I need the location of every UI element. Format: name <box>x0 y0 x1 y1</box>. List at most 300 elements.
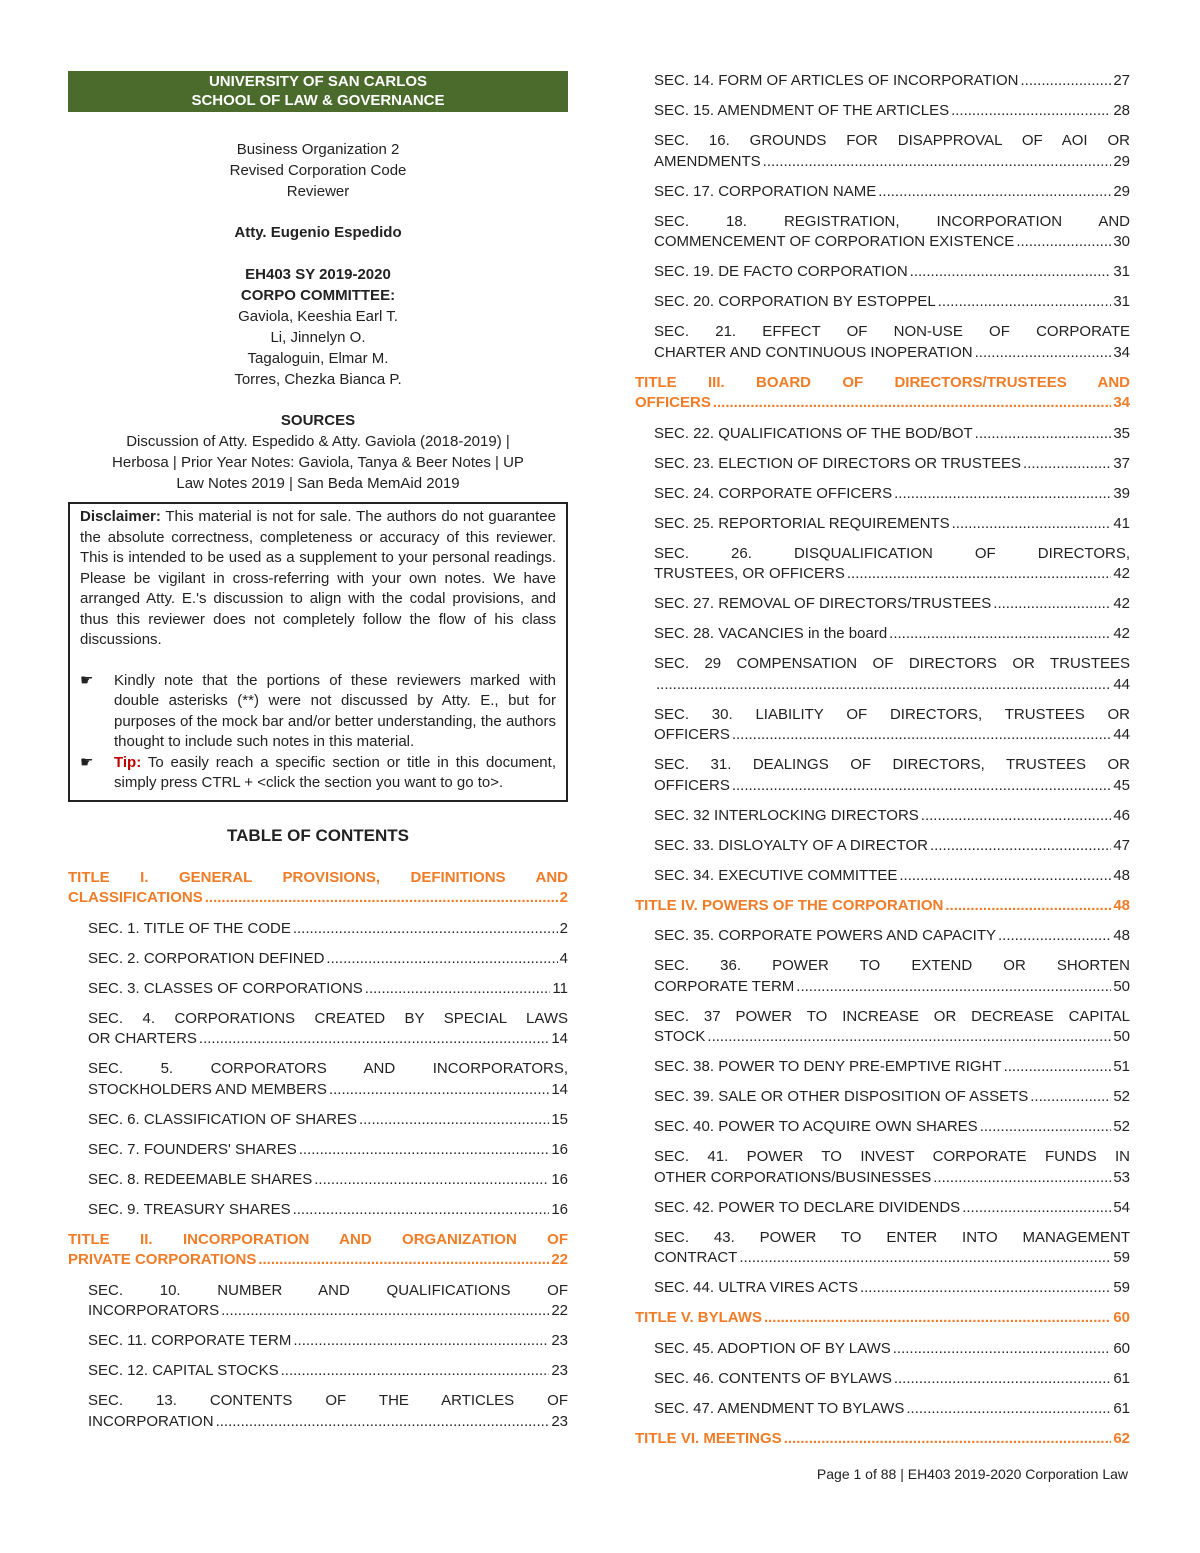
toc-leader-dots <box>945 896 1111 917</box>
committee-member: Torres, Chezka Bianca P. <box>234 371 402 388</box>
toc-title-link[interactable] <box>68 1230 568 1271</box>
toc-entry-row <box>654 1087 1130 1108</box>
toc-entry-label: TITLE V. BYLAWS <box>635 1309 762 1326</box>
toc-section-link[interactable] <box>68 1391 568 1432</box>
toc-leader-dots <box>921 806 1112 827</box>
committee-member: Gaviola, Keeshia Earl T. <box>238 308 398 325</box>
toc-entry-label: INCORPORATION <box>88 1412 214 1430</box>
toc-entry-label: SEC. 3. CLASSES OF CORPORATIONS <box>88 979 363 997</box>
toc-entry-row <box>635 896 1130 917</box>
toc-right-list <box>635 71 1130 1449</box>
sources-text <box>68 431 568 494</box>
toc-entry-label: SEC. 24. CORPORATE OFFICERS <box>654 484 893 502</box>
toc-leader-dots <box>732 776 1111 797</box>
toc-page-number: 31 <box>1113 293 1130 310</box>
toc-leader-dots <box>359 1110 549 1131</box>
toc-entry-label: STOCK <box>654 1028 706 1045</box>
toc-section-link[interactable] <box>68 979 568 1000</box>
toc-leader-dots <box>1023 454 1111 475</box>
toc-leader-dots <box>910 262 1112 283</box>
toc-leader-dots <box>314 1170 549 1191</box>
toc-page-number: 44 <box>1113 675 1130 693</box>
toc-page-number: 27 <box>1113 72 1130 89</box>
toc-title: TABLE OF CONTENTS <box>227 825 409 845</box>
toc-entry-row <box>654 71 1130 92</box>
toc-page-number: 48 <box>1113 927 1130 944</box>
toc-entry-label: SEC. 1. TITLE OF THE CODE <box>88 919 291 937</box>
toc-section-link[interactable] <box>635 424 1130 445</box>
toc-leader-dots <box>878 182 1111 203</box>
toc-page-number: 22 <box>551 1251 568 1268</box>
toc-entry-line: SEC. 16. GROUNDS FOR DISAPPROVAL OF AOI OR <box>654 132 1130 149</box>
tip-text: To easily reach a specific section or title in this document, simply press CTRL + <click the section you want to go to>. <box>114 753 556 791</box>
toc-entry-row <box>654 1248 1130 1269</box>
toc-leader-dots <box>899 866 1111 887</box>
toc-entry-label: TITLE IV. POWERS OF THE CORPORATION <box>635 896 944 914</box>
toc-leader-dots <box>764 1308 1111 1329</box>
toc-entry-row <box>654 152 1130 173</box>
toc-page-number: 23 <box>551 1362 568 1379</box>
pointing-hand-icon: ☛ <box>80 671 94 689</box>
toc-leader-dots <box>293 919 558 940</box>
toc-entry-line: SEC. 5. CORPORATORS AND INCORPORATORS, <box>88 1060 568 1077</box>
toc-section-link[interactable] <box>635 1369 1130 1390</box>
toc-entry-label: SEC. 42. POWER TO DECLARE DIVIDENDS <box>654 1198 961 1216</box>
toc-entry-row <box>88 1170 568 1191</box>
toc-leader-dots <box>975 343 1112 364</box>
school-year: EH403 SY 2019-2020 <box>245 266 391 283</box>
toc-page-number: 2 <box>559 919 568 937</box>
toc-leader-dots <box>938 292 1112 313</box>
toc-entry-line: SEC. 21. EFFECT OF NON-USE OF CORPORATE <box>654 323 1130 340</box>
toc-entry-line: SEC. 43. POWER TO ENTER INTO MANAGEMENT <box>654 1228 1130 1246</box>
tip-item <box>80 753 556 794</box>
toc-page-number: 30 <box>1113 233 1130 250</box>
toc-page-number: 14 <box>551 1080 568 1098</box>
toc-page-number: 61 <box>1113 1369 1130 1387</box>
toc-page-number: 34 <box>1113 394 1130 411</box>
toc-section-link[interactable] <box>635 454 1130 475</box>
toc-entry-row <box>635 1429 1130 1450</box>
toc-leader-dots <box>889 624 1111 645</box>
toc-entry-row <box>635 1308 1130 1329</box>
toc-page-number: 41 <box>1113 514 1130 532</box>
toc-section-link[interactable] <box>635 101 1130 122</box>
toc-entry-label: SEC. 2. CORPORATION DEFINED <box>88 949 325 967</box>
toc-entry-label: SEC. 40. POWER TO ACQUIRE OWN SHARES <box>654 1118 978 1135</box>
toc-title-link[interactable] <box>635 1308 1130 1329</box>
toc-entry-row <box>88 1412 568 1433</box>
toc-page-number: 16 <box>551 1170 568 1188</box>
committee-member: Li, Jinnelyn O. <box>270 329 366 346</box>
toc-entry-label: AMENDMENTS <box>654 152 761 170</box>
toc-section-link[interactable] <box>635 1198 1130 1219</box>
toc-entry-label: STOCKHOLDERS AND MEMBERS <box>88 1080 327 1098</box>
toc-entry-label: SEC. 15. AMENDMENT OF THE ARTICLES <box>654 102 950 119</box>
toc-entry-row <box>68 1250 568 1271</box>
toc-page-number: 61 <box>1113 1399 1130 1417</box>
toc-page-number: 37 <box>1113 454 1130 472</box>
toc-entry-row <box>654 484 1130 505</box>
toc-entry-line: SEC. 4. CORPORATIONS CREATED BY SPECIAL LAWS <box>88 1009 568 1027</box>
disclaimer-label: Disclaimer: <box>80 508 161 525</box>
toc-entry-row <box>654 101 1130 122</box>
toc-entry-row <box>654 1339 1130 1360</box>
toc-page-number: 45 <box>1113 776 1130 794</box>
toc-entry-row <box>635 393 1130 414</box>
toc-section-link[interactable] <box>635 212 1130 253</box>
toc-entry-label: SEC. 39. SALE OR OTHER DISPOSITION OF ASSETS <box>654 1088 1029 1105</box>
toc-leader-dots <box>847 564 1111 585</box>
toc-leader-dots <box>930 836 1111 857</box>
toc-page-number: 52 <box>1113 1088 1130 1105</box>
toc-leader-dots <box>221 1301 549 1322</box>
toc-entry-row <box>88 1301 568 1322</box>
toc-section-link[interactable] <box>635 1339 1130 1360</box>
toc-section-link[interactable] <box>635 1007 1130 1048</box>
toc-leader-dots <box>293 1331 549 1352</box>
toc-section-link[interactable] <box>68 1140 568 1161</box>
toc-entry-line: SEC. 37 POWER TO INCREASE OR DECREASE CAPITAL <box>654 1007 1130 1025</box>
toc-page-number: 23 <box>551 1332 568 1349</box>
toc-leader-dots <box>933 1168 1111 1189</box>
toc-page-number: 60 <box>1113 1339 1130 1357</box>
toc-entry-row <box>654 182 1130 203</box>
toc-entry-row <box>654 806 1130 827</box>
toc-leader-dots <box>713 393 1111 414</box>
subject-line: Reviewer <box>286 183 350 200</box>
toc-page-number: 46 <box>1113 806 1130 824</box>
toc-leader-dots <box>980 1117 1112 1138</box>
toc-title-link[interactable] <box>635 1429 1130 1450</box>
toc-entry-label: OFFICERS <box>635 394 711 411</box>
banner-university: UNIVERSITY OF SAN CARLOS <box>208 73 428 90</box>
toc-entry-label: TITLE VI. MEETINGS <box>635 1429 782 1447</box>
toc-leader-dots <box>906 1399 1111 1420</box>
toc-leader-dots <box>1016 232 1111 253</box>
toc-entry-row <box>654 232 1130 253</box>
toc-entry-line: SEC. 26. DISQUALIFICATION OF DIRECTORS, <box>654 544 1130 562</box>
toc-leader-dots <box>1021 71 1112 92</box>
toc-leader-dots <box>763 152 1112 173</box>
toc-entry-row <box>88 1029 568 1050</box>
toc-entry-label: SEC. 35. CORPORATE POWERS AND CAPACITY <box>654 927 997 944</box>
tip-label: Tip: <box>114 753 142 771</box>
toc-entry-label: SEC. 28. VACANCIES in the board <box>654 625 888 642</box>
toc-section-link[interactable] <box>68 1009 568 1050</box>
toc-leader-dots <box>784 1429 1112 1450</box>
toc-entry-row <box>654 776 1130 797</box>
toc-entry-label: SEC. 7. FOUNDERS' SHARES <box>88 1140 297 1158</box>
sources-line: Law Notes 2019 | San Beda MemAid 2019 <box>176 475 460 492</box>
toc-section-link[interactable] <box>635 1399 1130 1420</box>
toc-leader-dots <box>860 1278 1111 1299</box>
toc-entry-label: SEC. 22. QUALIFICATIONS OF THE BOD/BOT <box>654 424 973 442</box>
toc-section-link[interactable] <box>635 1147 1130 1188</box>
toc-entry-label: OFFICERS <box>654 776 730 794</box>
toc-entry-row <box>654 725 1130 746</box>
toc-page-number: 51 <box>1113 1058 1130 1075</box>
toc-entry-label: COMMENCEMENT OF CORPORATION EXISTENCE <box>654 233 1015 250</box>
toc-entry-label: PRIVATE CORPORATIONS <box>68 1251 257 1268</box>
toc-leader-dots <box>365 979 551 1000</box>
toc-entry-line: SEC. 13. CONTENTS OF THE ARTICLES OF <box>88 1392 568 1409</box>
toc-entry-row <box>654 424 1130 445</box>
toc-page-number: 35 <box>1113 424 1130 442</box>
toc-leader-dots <box>216 1412 550 1433</box>
page-footer: Page 1 of 88 | EH403 2019-2020 Corporation Law <box>816 1466 1128 1482</box>
toc-section-link[interactable] <box>635 866 1130 887</box>
toc-section-link[interactable] <box>635 1228 1130 1269</box>
sources-title: SOURCES <box>280 412 356 429</box>
toc-entry-row <box>88 949 568 970</box>
toc-section-link[interactable] <box>635 322 1130 363</box>
toc-entry-label: SEC. 34. EXECUTIVE COMMITTEE <box>654 866 898 884</box>
banner-school: SCHOOL OF LAW & GOVERNANCE <box>191 92 445 109</box>
toc-section-link[interactable] <box>635 131 1130 172</box>
toc-entry-line: SEC. 36. POWER TO EXTEND OR SHORTEN <box>654 957 1130 974</box>
toc-entry-label: SEC. 14. FORM OF ARTICLES OF INCORPORATION <box>654 72 1019 89</box>
toc-entry-row <box>654 675 1130 696</box>
toc-entry-label: SEC. 32 INTERLOCKING DIRECTORS <box>654 806 919 824</box>
toc-section-link[interactable] <box>635 926 1130 947</box>
toc-entry-row <box>68 888 568 909</box>
toc-leader-dots <box>205 888 558 909</box>
toc-page-number: 28 <box>1113 102 1130 119</box>
toc-entry-label: SEC. 17. CORPORATION NAME <box>654 182 877 200</box>
toc-leader-dots <box>199 1029 549 1050</box>
toc-left-list <box>68 868 568 1433</box>
professor-name: Atty. Eugenio Espedido <box>234 224 402 241</box>
right-column <box>635 71 1130 1459</box>
toc-entry-row <box>654 1278 1130 1299</box>
toc-entry-row <box>88 1331 568 1352</box>
school-banner <box>68 71 568 112</box>
toc-leader-dots <box>1004 1057 1112 1078</box>
toc-entry-label: CORPORATE TERM <box>654 977 795 995</box>
toc-entry-label: SEC. 33. DISLOYALTY OF A DIRECTOR <box>654 836 928 854</box>
toc-entry-label: INCORPORATORS <box>88 1302 220 1319</box>
toc-section-link[interactable] <box>635 806 1130 827</box>
toc-section-link[interactable] <box>68 949 568 970</box>
toc-entry-label: SEC. 19. DE FACTO CORPORATION <box>654 263 908 280</box>
toc-entry-row <box>654 926 1130 947</box>
toc-section-link[interactable] <box>635 624 1130 645</box>
toc-section-link[interactable] <box>68 1331 568 1352</box>
toc-entry-row <box>88 1140 568 1161</box>
toc-section-link[interactable] <box>635 484 1130 505</box>
toc-entry-label: SEC. 11. CORPORATE TERM <box>88 1332 292 1349</box>
toc-entry-label: CLASSIFICATIONS <box>68 889 203 906</box>
toc-entry-row <box>654 1198 1130 1219</box>
toc-leader-dots <box>656 675 1111 696</box>
toc-entry-label: SEC. 45. ADOPTION OF BY LAWS <box>654 1339 891 1357</box>
toc-section-link[interactable] <box>635 292 1130 313</box>
toc-page-number: 42 <box>1113 595 1130 612</box>
toc-page-number: 11 <box>552 979 568 997</box>
committee-title: CORPO COMMITTEE: <box>240 287 396 304</box>
toc-section-link[interactable] <box>68 1361 568 1382</box>
toc-entry-label: SEC. 20. CORPORATION BY ESTOPPEL <box>654 293 936 310</box>
committee-members <box>68 306 568 390</box>
toc-section-link[interactable] <box>635 71 1130 92</box>
toc-page-number: 22 <box>551 1302 568 1319</box>
toc-page-number: 23 <box>551 1412 568 1430</box>
toc-page-number: 60 <box>1113 1309 1130 1326</box>
toc-entry-line: TITLE II. INCORPORATION AND ORGANIZATION OF <box>68 1230 568 1248</box>
toc-page-number: 39 <box>1113 484 1130 502</box>
toc-entry-label: CHARTER AND CONTINUOUS INOPERATION <box>654 343 973 361</box>
left-column <box>68 71 568 1442</box>
toc-section-link[interactable] <box>68 1281 568 1322</box>
disclaimer-notes <box>80 671 556 794</box>
toc-entry-row <box>654 454 1130 475</box>
sources-line: Discussion of Atty. Espedido & Atty. Gaviola (2018-2019) | <box>126 433 510 450</box>
toc-entry-row <box>654 1027 1130 1048</box>
toc-leader-dots <box>993 594 1111 615</box>
sources-line: Herbosa | Prior Year Notes: Gaviola, Tanya & Beer Notes | UP <box>112 454 524 471</box>
toc-entry-row <box>88 1200 568 1221</box>
toc-section-link[interactable] <box>635 705 1130 746</box>
toc-leader-dots <box>893 1339 1112 1360</box>
toc-section-link[interactable] <box>68 1110 568 1131</box>
toc-section-link[interactable] <box>68 919 568 940</box>
disclaimer-body: This material is not for sale. The authors do not guarantee the absolute correctness, completeness or accuracy of this reviewer. This is intended to be used as a supplement to your personal readings. Please be vigilant in cross-referring with your own notes. We have arranged Atty. E.'s discussion to align with the codal provisions, and thus this reviewer does not completely follow the flow of his class discussions. <box>80 508 556 648</box>
toc-title-link[interactable] <box>635 896 1130 917</box>
pointing-hand-icon: ☛ <box>80 753 94 771</box>
toc-title-link[interactable] <box>68 868 568 909</box>
toc-entry-label: SEC. 23. ELECTION OF DIRECTORS OR TRUSTEES <box>654 454 1022 472</box>
toc-leader-dots <box>894 484 1111 505</box>
toc-leader-dots <box>707 1027 1111 1048</box>
toc-section-link[interactable] <box>635 1117 1130 1138</box>
disclaimer-text <box>80 507 556 651</box>
toc-leader-dots <box>732 725 1111 746</box>
toc-entry-row <box>654 624 1130 645</box>
toc-entry-row <box>88 1110 568 1131</box>
toc-page-number: 29 <box>1113 152 1130 170</box>
toc-section-link[interactable] <box>635 594 1130 615</box>
toc-entry-row <box>654 262 1130 283</box>
toc-leader-dots <box>952 514 1112 535</box>
toc-entry-line: SEC. 29 COMPENSATION OF DIRECTORS OR TRUSTEES <box>654 655 1130 672</box>
toc-section-link[interactable] <box>635 836 1130 857</box>
toc-section-link[interactable] <box>635 755 1130 796</box>
note-item <box>80 671 556 753</box>
toc-section-link[interactable] <box>635 956 1130 997</box>
toc-page-number: 29 <box>1113 182 1130 200</box>
toc-page-number: 42 <box>1113 625 1130 642</box>
toc-page-number: 59 <box>1113 1249 1130 1266</box>
toc-entry-row <box>654 514 1130 535</box>
toc-leader-dots <box>326 949 557 970</box>
toc-page-number: 14 <box>551 1030 568 1047</box>
subject-block <box>68 139 568 202</box>
toc-entry-label: OR CHARTERS <box>88 1030 197 1047</box>
toc-leader-dots <box>998 926 1111 947</box>
toc-entry-label: SEC. 38. POWER TO DENY PRE-EMPTIVE RIGHT <box>654 1058 1002 1075</box>
toc-entry-label: OFFICERS <box>654 726 730 743</box>
toc-entry-line: SEC. 10. NUMBER AND QUALIFICATIONS OF <box>88 1281 568 1299</box>
note-text: Kindly note that the portions of these reviewers marked with double asterisks (**) were not discussed by Atty. E., but for purposes of the mock bar and/or better understanding, the authors thought to include such notes in this material. <box>114 671 556 750</box>
toc-page-number: 62 <box>1113 1429 1130 1447</box>
toc-entry-line: SEC. 18. REGISTRATION, INCORPORATION AND <box>654 212 1130 230</box>
toc-section-link[interactable] <box>635 544 1130 585</box>
toc-leader-dots <box>739 1248 1111 1269</box>
toc-page-number: 48 <box>1113 896 1130 914</box>
toc-leader-dots <box>962 1198 1111 1219</box>
toc-entry-row <box>88 919 568 940</box>
toc-section-link[interactable] <box>68 1170 568 1191</box>
toc-entry-label: SEC. 27. REMOVAL OF DIRECTORS/TRUSTEES <box>654 595 992 612</box>
toc-section-link[interactable] <box>635 514 1130 535</box>
toc-page-number: 34 <box>1113 343 1130 361</box>
subject-line: Revised Corporation Code <box>229 162 407 179</box>
toc-entry-line: SEC. 31. DEALINGS OF DIRECTORS, TRUSTEES OR <box>654 756 1130 773</box>
toc-title-link[interactable] <box>635 373 1130 414</box>
toc-page-number: 54 <box>1113 1198 1130 1216</box>
committee-member: Tagaloguin, Elmar M. <box>247 350 389 367</box>
toc-entry-label: SEC. 44. ULTRA VIRES ACTS <box>654 1279 858 1296</box>
toc-section-link[interactable] <box>635 654 1130 695</box>
toc-entry-row <box>654 1117 1130 1138</box>
toc-entry-line: SEC. 30. LIABILITY OF DIRECTORS, TRUSTEES OR <box>654 705 1130 723</box>
toc-page-number: 50 <box>1113 1028 1130 1045</box>
toc-page-number: 16 <box>551 1140 568 1158</box>
toc-leader-dots <box>299 1140 550 1161</box>
toc-entry-label: SEC. 25. REPORTORIAL REQUIREMENTS <box>654 514 950 532</box>
toc-entry-row <box>654 292 1130 313</box>
toc-section-link[interactable] <box>635 1087 1130 1108</box>
subject-line: Business Organization 2 <box>236 141 400 158</box>
toc-entry-row <box>654 1057 1130 1078</box>
toc-entry-label: SEC. 46. CONTENTS OF BYLAWS <box>654 1369 892 1387</box>
toc-entry-line: TITLE I. GENERAL PROVISIONS, DEFINITIONS AND <box>68 868 568 886</box>
toc-entry-row <box>654 564 1130 585</box>
toc-entry-line: SEC. 41. POWER TO INVEST CORPORATE FUNDS IN <box>654 1148 1130 1165</box>
toc-leader-dots <box>281 1361 550 1382</box>
toc-entry-row <box>88 1361 568 1382</box>
toc-entry-row <box>654 1399 1130 1420</box>
toc-entry-row <box>88 1080 568 1101</box>
toc-section-link[interactable] <box>635 1278 1130 1299</box>
toc-page-number: 2 <box>559 889 568 906</box>
toc-section-link[interactable] <box>635 1057 1130 1078</box>
toc-entry-row <box>654 977 1130 998</box>
toc-page-number: 15 <box>551 1110 568 1128</box>
toc-page-number: 50 <box>1113 977 1130 995</box>
toc-leader-dots <box>329 1080 549 1101</box>
toc-page-number: 31 <box>1113 263 1130 280</box>
toc-page-number: 16 <box>551 1200 568 1218</box>
toc-section-link[interactable] <box>68 1059 568 1100</box>
toc-entry-label: SEC. 47. AMENDMENT TO BYLAWS <box>654 1399 905 1417</box>
toc-leader-dots <box>894 1369 1111 1390</box>
toc-entry-label: SEC. 6. CLASSIFICATION OF SHARES <box>88 1110 357 1128</box>
toc-section-link[interactable] <box>68 1200 568 1221</box>
toc-entry-label: OTHER CORPORATIONS/BUSINESSES <box>654 1168 932 1186</box>
toc-page-number: 4 <box>559 949 568 967</box>
toc-page-number: 42 <box>1113 565 1130 582</box>
toc-section-link[interactable] <box>635 262 1130 283</box>
toc-section-link[interactable] <box>635 182 1130 203</box>
toc-leader-dots <box>258 1250 549 1271</box>
toc-entry-row <box>88 979 568 1000</box>
toc-entry-row <box>654 594 1130 615</box>
toc-leader-dots <box>1030 1087 1111 1108</box>
toc-entry-row <box>654 1168 1130 1189</box>
toc-entry-label: SEC. 12. CAPITAL STOCKS <box>88 1362 279 1379</box>
